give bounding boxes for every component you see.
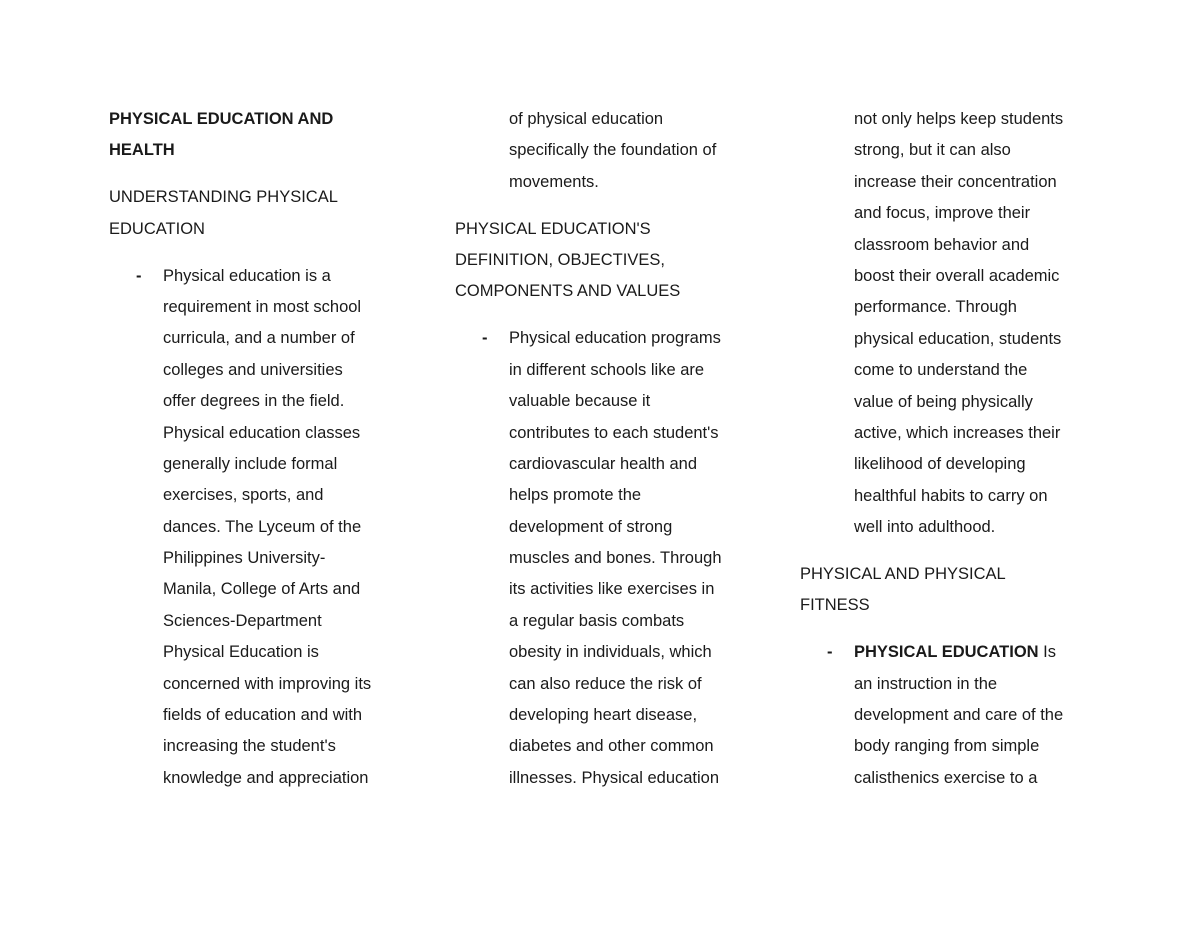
continuation-line: movements. — [509, 172, 599, 191]
section-heading: EDUCATION — [109, 219, 205, 238]
section-heading: PHYSICAL AND PHYSICAL — [800, 564, 1006, 583]
bullet-marker: - — [482, 329, 488, 348]
bullet-line: generally include formal — [163, 454, 338, 473]
continuation-line: active, which increases their — [854, 423, 1061, 442]
bullet-line: development and care of the — [854, 706, 1064, 725]
continuation-line: performance. Through — [854, 298, 1017, 317]
continuation-line: come to understand the — [854, 361, 1028, 380]
text-column-1 — [109, 104, 409, 794]
continuation-line: strong, but it can also — [854, 141, 1011, 160]
text-column-2 — [455, 104, 755, 794]
bullet-line: fields of education and with — [163, 706, 363, 725]
continuation-line: not only helps keep students — [854, 110, 1064, 128]
bullet-line: muscles and bones. Through — [509, 549, 722, 568]
bullet-line: an instruction in the — [854, 674, 998, 693]
bullet-line: valuable because it — [509, 392, 651, 411]
section-heading: COMPONENTS AND VALUES — [455, 282, 681, 301]
bullet-line: Physical education classes — [163, 423, 361, 442]
section-heading: FITNESS — [800, 596, 870, 615]
bullet-line: body ranging from simple — [854, 737, 1040, 756]
continuation-line: of physical education — [509, 110, 664, 128]
continuation-line: boost their overall academic — [854, 266, 1060, 285]
bullet-line: knowledge and appreciation — [163, 768, 369, 787]
section-heading: UNDERSTANDING PHYSICAL — [109, 188, 338, 207]
bullet-line — [800, 637, 1100, 668]
bullet-line: developing heart disease, — [509, 706, 698, 725]
bullet-line: cardiovascular health and — [509, 454, 698, 473]
text-column-3 — [800, 104, 1100, 794]
continuation-line: physical education, students — [854, 329, 1062, 348]
bullet-marker: - — [827, 643, 833, 662]
bullet-line: dances. The Lyceum of the — [163, 517, 362, 536]
bullet-line — [109, 261, 409, 292]
bullet-term: PHYSICAL EDUCATION — [854, 643, 1039, 662]
bullet-line — [455, 323, 755, 354]
bullet-line: Sciences-Department — [163, 611, 322, 630]
document-title: HEALTH — [109, 141, 175, 160]
bullet-marker: - — [136, 266, 142, 285]
bullet-line: a regular basis combats — [509, 611, 685, 630]
bullet-text: Is — [1038, 643, 1056, 662]
bullet-line: in different schools like are — [509, 360, 705, 379]
bullet-line: concerned with improving its — [163, 674, 372, 693]
bullet-text: Physical education programs — [509, 329, 721, 348]
bullet-line: Manila, College of Arts and — [163, 580, 361, 599]
continuation-line: healthful habits to carry on — [854, 486, 1048, 505]
document-title: PHYSICAL EDUCATION AND — [109, 110, 334, 128]
continuation-line: likelihood of developing — [854, 455, 1026, 474]
bullet-line: colleges and universities — [163, 360, 343, 379]
bullet-line: contributes to each student's — [509, 423, 719, 442]
bullet-line: illnesses. Physical education — [509, 768, 720, 787]
bullet-line: calisthenics exercise to a — [854, 768, 1038, 787]
section-heading: PHYSICAL EDUCATION'S — [455, 219, 651, 238]
continuation-line: specifically the foundation of — [509, 141, 717, 160]
bullet-line: requirement in most school — [163, 297, 362, 316]
continuation-line: classroom behavior and — [854, 235, 1030, 254]
bullet-line: Physical Education is — [163, 643, 319, 662]
bullet-line: its activities like exercises in — [509, 580, 715, 599]
bullet-line: obesity in individuals, which — [509, 643, 712, 662]
bullet-line: helps promote the — [509, 486, 642, 505]
bullet-line: offer degrees in the field. — [163, 392, 345, 411]
continuation-line: and focus, improve their — [854, 204, 1031, 223]
bullet-line: development of strong — [509, 517, 673, 536]
bullet-line: can also reduce the risk of — [509, 674, 702, 693]
bullet-line: Philippines University- — [163, 549, 326, 568]
continuation-line: well into adulthood. — [854, 518, 996, 537]
bullet-line: curricula, and a number of — [163, 329, 355, 348]
section-heading: DEFINITION, OBJECTIVES, — [455, 251, 665, 270]
bullet-line: diabetes and other common — [509, 737, 714, 756]
continuation-line: value of being physically — [854, 392, 1033, 411]
bullet-line: exercises, sports, and — [163, 486, 324, 505]
continuation-line: increase their concentration — [854, 172, 1057, 191]
bullet-line: increasing the student's — [163, 737, 336, 756]
bullet-text: Physical education is a — [163, 266, 331, 285]
